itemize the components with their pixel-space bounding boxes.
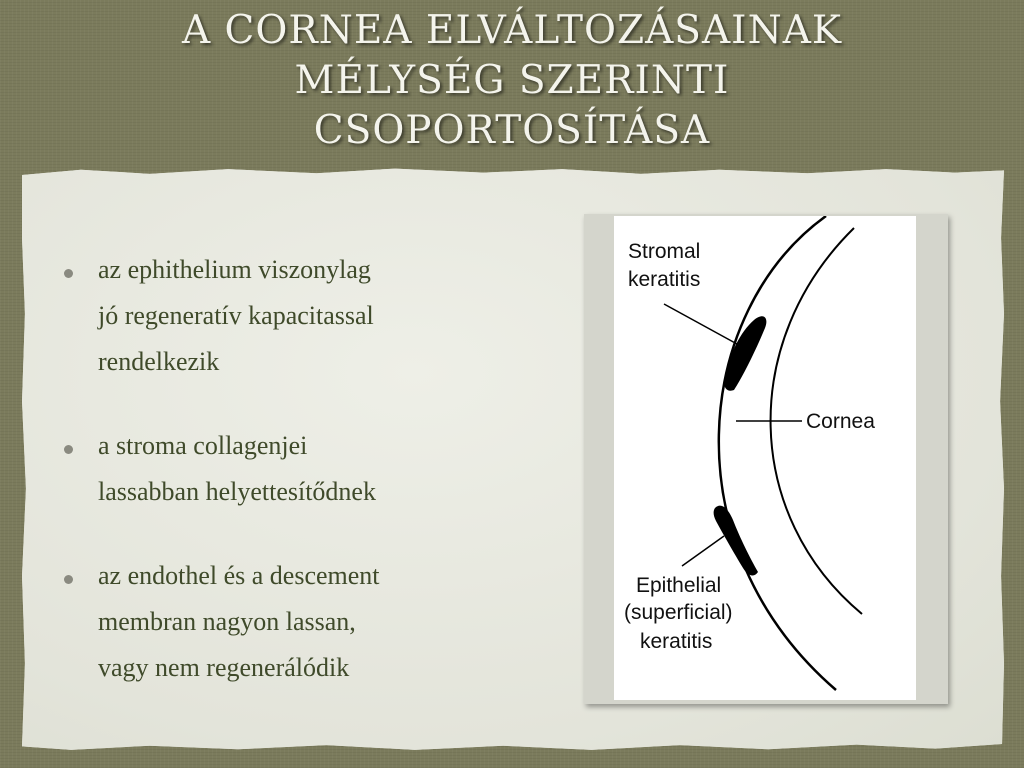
cornea-label: Cornea	[806, 410, 875, 433]
stromal-label-line-2: keratitis	[628, 268, 701, 291]
bullet-item-endothel	[62, 553, 502, 691]
bullet-line: membran nagyon lassan,	[98, 607, 356, 636]
title-line-2: MÉLYSÉG SZERINTI	[294, 58, 730, 103]
bullet-line: jó regeneratív kapacitassal	[98, 301, 374, 330]
bullet-dot-icon	[64, 269, 73, 278]
epithelial-lesion	[714, 506, 758, 576]
epithelial-label-line-1: Epithelial	[636, 574, 722, 597]
bullet-item-stroma	[62, 423, 502, 515]
bullet-line: az endothel és a descement	[98, 561, 380, 590]
epithelial-leader-line	[682, 536, 724, 566]
cornea-diagram-svg	[614, 216, 916, 700]
stromal-leader-line	[664, 304, 737, 344]
bullet-line: rendelkezik	[98, 347, 220, 376]
bullet-item-epithelium	[62, 247, 502, 385]
bullet-line: lassabban helyettesítődnek	[98, 477, 376, 506]
title-line-3: CSOPORTOSÍTÁSA	[313, 108, 711, 153]
slide-title	[0, 6, 1024, 156]
cornea-diagram	[614, 216, 916, 700]
bullet-list	[62, 247, 502, 691]
cornea-outer-curve	[719, 216, 836, 690]
bullet-line: a stroma collagenjei	[98, 431, 308, 460]
bullet-line: vagy nem regenerálódik	[98, 653, 350, 682]
bullet-dot-icon	[64, 445, 73, 454]
bullet-dot-icon	[64, 575, 73, 584]
bullet-line: az ephithelium viszonylag	[98, 255, 371, 284]
stromal-label-line-1: Stromal	[628, 240, 701, 263]
epithelial-label-line-3: keratitis	[640, 630, 713, 653]
title-line-1: A CORNEA ELVÁLTOZÁSAINAK	[182, 8, 842, 53]
epithelial-label-line-2: (superficial)	[624, 601, 733, 624]
